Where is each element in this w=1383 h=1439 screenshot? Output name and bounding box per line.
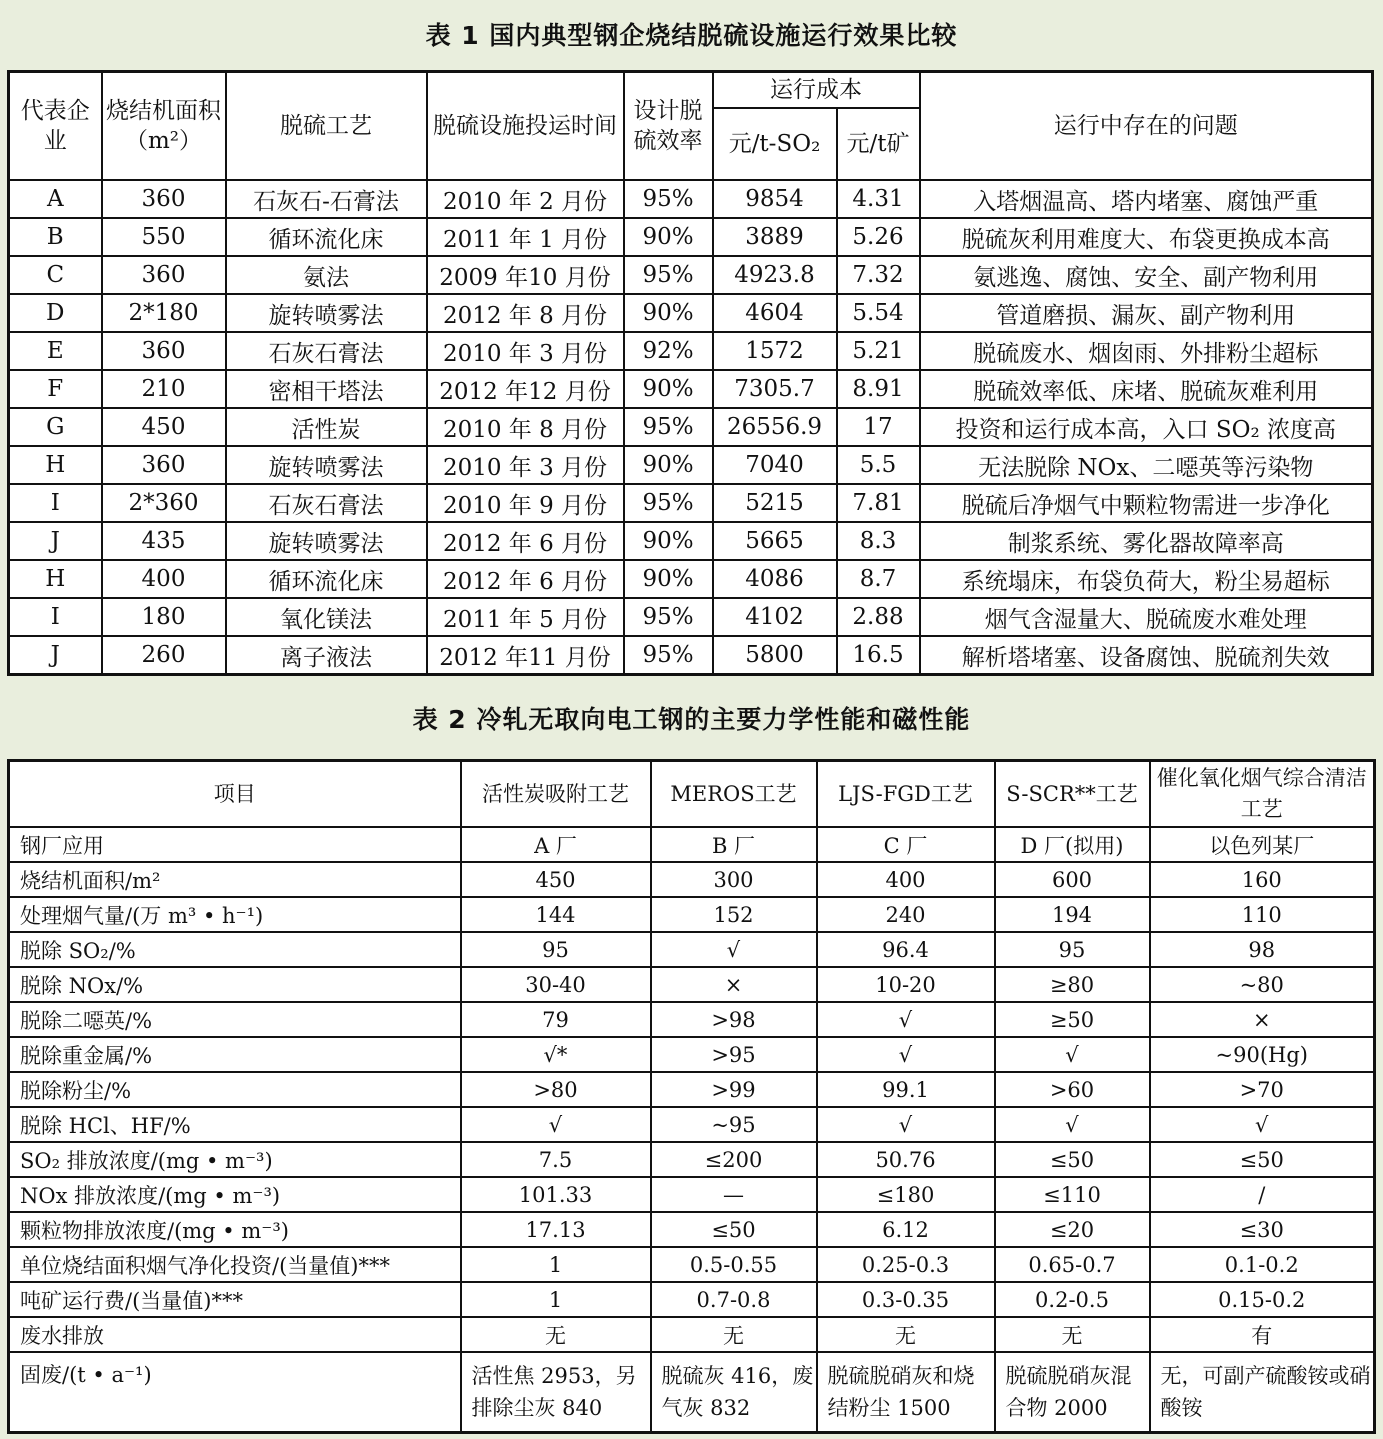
table-cell: >60 bbox=[995, 1072, 1150, 1107]
table-cell: 有 bbox=[1150, 1317, 1375, 1352]
table-cell: 管道磨损、漏灰、副产物利用 bbox=[920, 294, 1373, 332]
table-cell: I bbox=[9, 598, 102, 636]
header-cost-group: 运行成本 bbox=[713, 72, 920, 109]
table-cell: 2.88 bbox=[837, 598, 920, 636]
table-cell: 92% bbox=[624, 332, 713, 370]
table-cell: 16.5 bbox=[837, 636, 920, 675]
table-cell: 旋转喷雾法 bbox=[226, 522, 427, 560]
row-label: 单位烧结面积烟气净化投资/(当量值)*** bbox=[9, 1247, 461, 1282]
row-label: 脱除 NOx/% bbox=[9, 967, 461, 1002]
row-label: 废水排放 bbox=[9, 1317, 461, 1352]
table-cell: 脱硫废水、烟囱雨、外排粉尘超标 bbox=[920, 332, 1373, 370]
table-cell: 5.54 bbox=[837, 294, 920, 332]
table-cell: 90% bbox=[624, 294, 713, 332]
table-cell: 90% bbox=[624, 370, 713, 408]
table-cell: 0.25-0.3 bbox=[817, 1247, 995, 1282]
table-row bbox=[9, 967, 1375, 1002]
table-cell: 400 bbox=[817, 862, 995, 897]
table-cell: 144 bbox=[461, 897, 651, 932]
table1-header-row bbox=[9, 72, 1373, 109]
header-cell: 活性炭吸附工艺 bbox=[461, 761, 651, 828]
row-label: 烧结机面积/m² bbox=[9, 862, 461, 897]
table-cell: >98 bbox=[651, 1002, 817, 1037]
header-cell: 催化氧化烟气综合清洁工艺 bbox=[1150, 761, 1375, 828]
table-cell: 4086 bbox=[713, 560, 837, 598]
table-cell: 密相干塔法 bbox=[226, 370, 427, 408]
table-cell: 2*180 bbox=[102, 294, 226, 332]
header-cell: LJS-FGD工艺 bbox=[817, 761, 995, 828]
table-cell: 99.1 bbox=[817, 1072, 995, 1107]
table-cell: 95 bbox=[461, 932, 651, 967]
table-cell: 95% bbox=[624, 408, 713, 446]
table-cell: 脱硫脱硝灰混合物 2000 bbox=[995, 1352, 1150, 1433]
table-cell: E bbox=[9, 332, 102, 370]
table-cell: 0.7-0.8 bbox=[651, 1282, 817, 1317]
table-cell: ~80 bbox=[1150, 967, 1375, 1002]
table-cell: 制浆系统、雾化器故障率高 bbox=[920, 522, 1373, 560]
table2-caption: 表 2 冷轧无取向电工钢的主要力学性能和磁性能 bbox=[412, 705, 971, 734]
table-row bbox=[9, 862, 1375, 897]
table-cell: 2010 年 9 月份 bbox=[427, 484, 624, 522]
table-cell: 0.1-0.2 bbox=[1150, 1247, 1375, 1282]
table-cell: 7040 bbox=[713, 446, 837, 484]
table-row bbox=[9, 484, 1373, 522]
table-cell: √ bbox=[461, 1107, 651, 1142]
table-cell: √ bbox=[817, 1037, 995, 1072]
table-row bbox=[9, 1212, 1375, 1247]
table-cell: G bbox=[9, 408, 102, 446]
table-cell: >70 bbox=[1150, 1072, 1375, 1107]
table-row bbox=[9, 932, 1375, 967]
row-label: 固废/(t • a⁻¹) bbox=[9, 1352, 461, 1433]
table-cell: 0.65-0.7 bbox=[995, 1247, 1150, 1282]
table-cell: 95% bbox=[624, 484, 713, 522]
table-cell: 系统塌床，布袋负荷大，粉尘易超标 bbox=[920, 560, 1373, 598]
table-cell: 投资和运行成本高，入口 SO₂ 浓度高 bbox=[920, 408, 1373, 446]
table-cell: ≤110 bbox=[995, 1177, 1150, 1212]
row-label: NOx 排放浓度/(mg • m⁻³) bbox=[9, 1177, 461, 1212]
table-cell: 解析塔堵塞、设备腐蚀、脱硫剂失效 bbox=[920, 636, 1373, 675]
table-cell: 脱硫脱硝灰和烧结粉尘 1500 bbox=[817, 1352, 995, 1433]
table-cell: 5.21 bbox=[837, 332, 920, 370]
table-cell: 7.5 bbox=[461, 1142, 651, 1177]
table-cell: 600 bbox=[995, 862, 1150, 897]
header-enterprise: 代表企业 bbox=[9, 72, 102, 181]
row-label: SO₂ 排放浓度/(mg • m⁻³) bbox=[9, 1142, 461, 1177]
table-cell: 8.3 bbox=[837, 522, 920, 560]
table-cell: A 厂 bbox=[461, 827, 651, 862]
table-cell: 离子液法 bbox=[226, 636, 427, 675]
table-cell: √ bbox=[651, 932, 817, 967]
table-cell: 194 bbox=[995, 897, 1150, 932]
table-row bbox=[9, 218, 1373, 256]
table-cell: B 厂 bbox=[651, 827, 817, 862]
row-label: 钢厂应用 bbox=[9, 827, 461, 862]
table-cell: 50.76 bbox=[817, 1142, 995, 1177]
table-cell: 9854 bbox=[713, 180, 837, 218]
table-row bbox=[9, 1352, 1375, 1433]
header-problems: 运行中存在的问题 bbox=[920, 72, 1373, 181]
table-cell: 95% bbox=[624, 636, 713, 675]
row-label: 处理烟气量/(万 m³ • h⁻¹) bbox=[9, 897, 461, 932]
table-row bbox=[9, 1247, 1375, 1282]
table-cell: 无 bbox=[817, 1317, 995, 1352]
table-cell: 2*360 bbox=[102, 484, 226, 522]
row-label: 脱除重金属/% bbox=[9, 1037, 461, 1072]
table-row bbox=[9, 1177, 1375, 1212]
table-row bbox=[9, 897, 1375, 932]
table-cell: J bbox=[9, 522, 102, 560]
table-cell: ≤20 bbox=[995, 1212, 1150, 1247]
table-cell: 5.26 bbox=[837, 218, 920, 256]
table-cell: 90% bbox=[624, 560, 713, 598]
table-cell: 98 bbox=[1150, 932, 1375, 967]
table-row bbox=[9, 1002, 1375, 1037]
table-cell: F bbox=[9, 370, 102, 408]
table-cell: 石灰石膏法 bbox=[226, 332, 427, 370]
table-cell: D bbox=[9, 294, 102, 332]
table-cell: 2010 年 3 月份 bbox=[427, 332, 624, 370]
row-label: 脱除二噁英/% bbox=[9, 1002, 461, 1037]
table-cell: 1 bbox=[461, 1282, 651, 1317]
table-cell: 4.31 bbox=[837, 180, 920, 218]
table-cell: — bbox=[651, 1177, 817, 1212]
table-row bbox=[9, 332, 1373, 370]
table-cell: 脱硫效率低、床堵、脱硫灰难利用 bbox=[920, 370, 1373, 408]
table-cell: 1 bbox=[461, 1247, 651, 1282]
header-start-time: 脱硫设施投运时间 bbox=[427, 72, 624, 181]
table-cell: 360 bbox=[102, 256, 226, 294]
table-cell: H bbox=[9, 560, 102, 598]
table-cell: 95% bbox=[624, 256, 713, 294]
table-cell: J bbox=[9, 636, 102, 675]
table-cell: 无 bbox=[651, 1317, 817, 1352]
table-cell: 90% bbox=[624, 446, 713, 484]
table-row bbox=[9, 1072, 1375, 1107]
table-cell: 5.5 bbox=[837, 446, 920, 484]
table-cell: 8.7 bbox=[837, 560, 920, 598]
table-cell: 脱硫灰 416，废气灰 832 bbox=[651, 1352, 817, 1433]
table-cell: 入塔烟温高、塔内堵塞、腐蚀严重 bbox=[920, 180, 1373, 218]
table-row bbox=[9, 827, 1375, 862]
table-cell: 2012 年11 月份 bbox=[427, 636, 624, 675]
table1-body bbox=[9, 180, 1373, 675]
header-cost-so2: 元/t-SO₂ bbox=[713, 108, 837, 180]
table-row bbox=[9, 560, 1373, 598]
table-cell: 95% bbox=[624, 598, 713, 636]
table-cell: 5800 bbox=[713, 636, 837, 675]
table1 bbox=[7, 70, 1374, 676]
header-cell: S-SCR**工艺 bbox=[995, 761, 1150, 828]
table-cell: ≤50 bbox=[995, 1142, 1150, 1177]
table-cell: 2011 年 1 月份 bbox=[427, 218, 624, 256]
table-row bbox=[9, 256, 1373, 294]
table-cell: 2010 年 8 月份 bbox=[427, 408, 624, 446]
table-cell: 无，可副产硫酸铵或硝酸铵 bbox=[1150, 1352, 1375, 1433]
table-cell: 7305.7 bbox=[713, 370, 837, 408]
table-cell: >99 bbox=[651, 1072, 817, 1107]
table-cell: 240 bbox=[817, 897, 995, 932]
row-label: 颗粒物排放浓度/(mg • m⁻³) bbox=[9, 1212, 461, 1247]
table-cell: / bbox=[1150, 1177, 1375, 1212]
table-cell: 2012 年 6 月份 bbox=[427, 560, 624, 598]
header-cost-ore: 元/t矿 bbox=[837, 108, 920, 180]
table-cell: 2009 年10 月份 bbox=[427, 256, 624, 294]
table-cell: C 厂 bbox=[817, 827, 995, 862]
table-cell: √ bbox=[1150, 1107, 1375, 1142]
table-cell: 90% bbox=[624, 522, 713, 560]
table-cell: ~90(Hg) bbox=[1150, 1037, 1375, 1072]
table-cell: 脱硫灰利用难度大、布袋更换成本高 bbox=[920, 218, 1373, 256]
table-row bbox=[9, 636, 1373, 675]
table-row bbox=[9, 294, 1373, 332]
table-cell: 300 bbox=[651, 862, 817, 897]
table-cell: 旋转喷雾法 bbox=[226, 294, 427, 332]
table-cell: A bbox=[9, 180, 102, 218]
table-cell: 101.33 bbox=[461, 1177, 651, 1212]
table-row bbox=[9, 1317, 1375, 1352]
table-cell: 95% bbox=[624, 180, 713, 218]
table-cell: 2012 年12 月份 bbox=[427, 370, 624, 408]
table-cell: ≤50 bbox=[651, 1212, 817, 1247]
table-cell: 90% bbox=[624, 218, 713, 256]
table-cell: 152 bbox=[651, 897, 817, 932]
table-cell: 活性焦 2953，另排除尘灰 840 bbox=[461, 1352, 651, 1433]
table-cell: 30-40 bbox=[461, 967, 651, 1002]
table-cell: H bbox=[9, 446, 102, 484]
table-cell: 1572 bbox=[713, 332, 837, 370]
table-cell: ≥80 bbox=[995, 967, 1150, 1002]
table-cell: 4923.8 bbox=[713, 256, 837, 294]
table-cell: 3889 bbox=[713, 218, 837, 256]
table-cell: 2012 年 6 月份 bbox=[427, 522, 624, 560]
table-cell: 17.13 bbox=[461, 1212, 651, 1247]
table-cell: ~95 bbox=[651, 1107, 817, 1142]
table-cell: 110 bbox=[1150, 897, 1375, 932]
table-cell: 石灰石膏法 bbox=[226, 484, 427, 522]
header-cell: MEROS工艺 bbox=[651, 761, 817, 828]
table-cell: >80 bbox=[461, 1072, 651, 1107]
table-cell: 0.3-0.35 bbox=[817, 1282, 995, 1317]
table-cell: 无法脱除 NOx、二噁英等污染物 bbox=[920, 446, 1373, 484]
table-cell: 5215 bbox=[713, 484, 837, 522]
table-row bbox=[9, 408, 1373, 446]
table-row bbox=[9, 180, 1373, 218]
table-cell: 4102 bbox=[713, 598, 837, 636]
table-cell: 旋转喷雾法 bbox=[226, 446, 427, 484]
row-label: 吨矿运行费/(当量值)*** bbox=[9, 1282, 461, 1317]
table-cell: ≤50 bbox=[1150, 1142, 1375, 1177]
table-cell: ≤180 bbox=[817, 1177, 995, 1212]
table-cell: 脱硫后净烟气中颗粒物需进一步净化 bbox=[920, 484, 1373, 522]
table-cell: 360 bbox=[102, 332, 226, 370]
table-cell: 26556.9 bbox=[713, 408, 837, 446]
table-row bbox=[9, 1142, 1375, 1177]
table-cell: ≤200 bbox=[651, 1142, 817, 1177]
table-row bbox=[9, 1037, 1375, 1072]
table-cell: 17 bbox=[837, 408, 920, 446]
table2-body bbox=[9, 827, 1375, 1433]
table-cell: 氨逃逸、腐蚀、安全、副产物利用 bbox=[920, 256, 1373, 294]
row-label: 脱除 HCl、HF/% bbox=[9, 1107, 461, 1142]
table-cell: >95 bbox=[651, 1037, 817, 1072]
table2-header-row bbox=[9, 761, 1375, 828]
table-cell: 210 bbox=[102, 370, 226, 408]
table-cell: 7.32 bbox=[837, 256, 920, 294]
header-area: 烧结机面积（m²） bbox=[102, 72, 226, 181]
table-cell: √ bbox=[995, 1107, 1150, 1142]
table-cell: 160 bbox=[1150, 862, 1375, 897]
table-cell: 5665 bbox=[713, 522, 837, 560]
row-label: 脱除 SO₂/% bbox=[9, 932, 461, 967]
table-cell: 435 bbox=[102, 522, 226, 560]
table-cell: 450 bbox=[461, 862, 651, 897]
table-cell: 氨法 bbox=[226, 256, 427, 294]
table-cell: 79 bbox=[461, 1002, 651, 1037]
table-cell: ≤30 bbox=[1150, 1212, 1375, 1247]
table-cell: 10-20 bbox=[817, 967, 995, 1002]
table1-caption: 表 1 国内典型钢企烧结脱硫设施运行效果比较 bbox=[425, 21, 958, 50]
table-cell: 0.5-0.55 bbox=[651, 1247, 817, 1282]
table-cell: 360 bbox=[102, 446, 226, 484]
table-cell: 400 bbox=[102, 560, 226, 598]
table-row bbox=[9, 598, 1373, 636]
table-cell: 2010 年 2 月份 bbox=[427, 180, 624, 218]
table-cell: 烟气含湿量大、脱硫废水难处理 bbox=[920, 598, 1373, 636]
table-cell: 循环流化床 bbox=[226, 560, 427, 598]
table-row bbox=[9, 1282, 1375, 1317]
table-cell: 8.91 bbox=[837, 370, 920, 408]
table-cell: 石灰石-石膏法 bbox=[226, 180, 427, 218]
table-cell: 2011 年 5 月份 bbox=[427, 598, 624, 636]
header-process: 脱硫工艺 bbox=[226, 72, 427, 181]
header-efficiency: 设计脱硫效率 bbox=[624, 72, 713, 181]
table-cell: 以色列某厂 bbox=[1150, 827, 1375, 862]
table-row bbox=[9, 522, 1373, 560]
table-cell: 95 bbox=[995, 932, 1150, 967]
table-row bbox=[9, 1107, 1375, 1142]
table-cell: D 厂(拟用) bbox=[995, 827, 1150, 862]
row-label: 脱除粉尘/% bbox=[9, 1072, 461, 1107]
table-cell: C bbox=[9, 256, 102, 294]
table-cell: × bbox=[1150, 1002, 1375, 1037]
table-cell: 无 bbox=[461, 1317, 651, 1352]
table-cell: 2010 年 3 月份 bbox=[427, 446, 624, 484]
table-cell: 260 bbox=[102, 636, 226, 675]
table-cell: √ bbox=[817, 1107, 995, 1142]
table-cell: √ bbox=[817, 1002, 995, 1037]
table-cell: 550 bbox=[102, 218, 226, 256]
table-cell: 360 bbox=[102, 180, 226, 218]
table-cell: 循环流化床 bbox=[226, 218, 427, 256]
table-row bbox=[9, 446, 1373, 484]
table-cell: 7.81 bbox=[837, 484, 920, 522]
table-cell: I bbox=[9, 484, 102, 522]
table-cell: 氧化镁法 bbox=[226, 598, 427, 636]
table-cell: 6.12 bbox=[817, 1212, 995, 1247]
table-cell: 450 bbox=[102, 408, 226, 446]
table-cell: 96.4 bbox=[817, 932, 995, 967]
table-cell: ≥50 bbox=[995, 1002, 1150, 1037]
table-cell: 180 bbox=[102, 598, 226, 636]
table-cell: 0.15-0.2 bbox=[1150, 1282, 1375, 1317]
table-cell: 活性炭 bbox=[226, 408, 427, 446]
table2 bbox=[7, 759, 1376, 1434]
table-cell: B bbox=[9, 218, 102, 256]
table-cell: 4604 bbox=[713, 294, 837, 332]
table-cell: 无 bbox=[995, 1317, 1150, 1352]
table-row bbox=[9, 370, 1373, 408]
table-cell: √ bbox=[995, 1037, 1150, 1072]
header-cell: 项目 bbox=[9, 761, 461, 828]
table-cell: 0.2-0.5 bbox=[995, 1282, 1150, 1317]
table-cell: × bbox=[651, 967, 817, 1002]
table-cell: √* bbox=[461, 1037, 651, 1072]
table-cell: 2012 年 8 月份 bbox=[427, 294, 624, 332]
